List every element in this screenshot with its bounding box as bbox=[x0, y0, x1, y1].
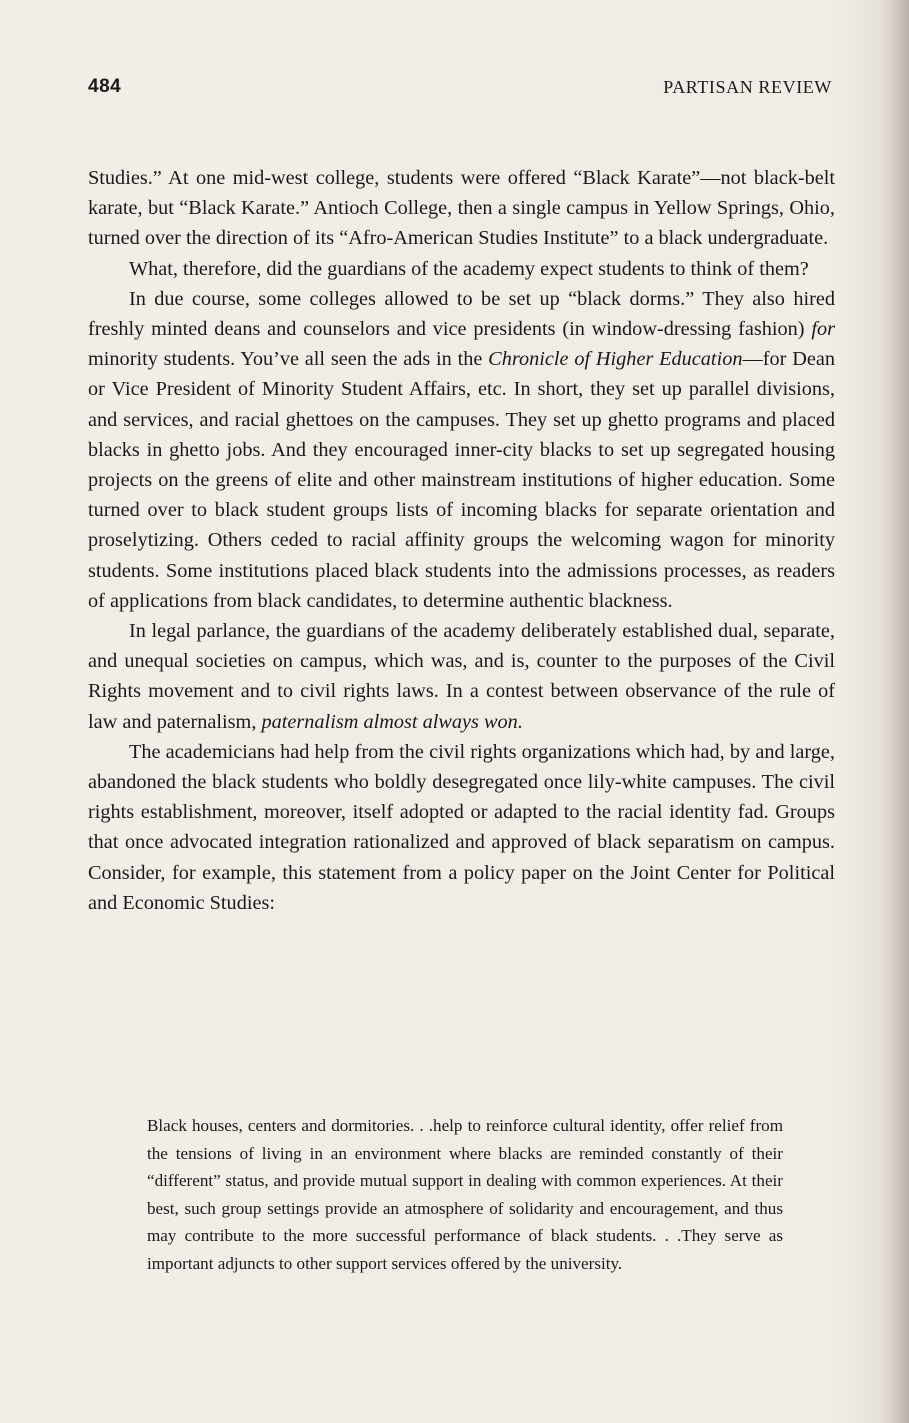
paragraph-4 bbox=[88, 616, 835, 737]
journal-title: Chronicle of Higher Education bbox=[488, 348, 743, 371]
paragraph-3-text-b: minority students. You’ve all seen the ads in the bbox=[88, 348, 489, 371]
paragraph-2 bbox=[88, 254, 835, 284]
block-quote-text: Black houses, centers and dormitories. . .help to reinforce cultural identity, offer relief from the tensions of living in an environment where blacks are reminded constantly of their “different” status, and provide mutual support in dealing with common experiences. At their best, such group settings provide an atmosphere of solidarity and encouragement, and thus may contribute to the more successful performance of black students. . .They serve as important adjuncts to other support services offered by the university. bbox=[147, 1116, 783, 1273]
paragraph-3-text-a: In due course, some colleges allowed to be set up “black dorms.” They also hired freshly minted deans and counselors and vice presidents (in window-dressing fashion) bbox=[88, 287, 835, 341]
running-head: PARTISAN REVIEW bbox=[663, 77, 832, 97]
paragraph-5 bbox=[88, 737, 835, 918]
paragraph-3-text-c: —for Dean or Vice President of Minority Student Affairs, etc. In short, they set up parallel divisions, and services, and racial ghettoes on the campuses. They set up ghetto programs and placed blacks in ghetto jobs. And they encouraged inner-city blacks to set up segregated housing projects on the greens of elite and other mainstream institutions of higher education. Some turned over to black student groups lists of incoming blacks for separate orientation and proselytizing. Others ceded to racial affinity groups the welcoming wagon for minority students. Some institutions placed black students into the admissions processes, as readers of applications from black candidates, to determine authentic blackness. bbox=[88, 348, 835, 612]
page-header bbox=[88, 76, 832, 104]
paragraph-3-emphasis-for: for bbox=[811, 318, 835, 341]
page-number: 484 bbox=[88, 76, 122, 97]
block-quote bbox=[147, 1112, 783, 1278]
paragraph-1-text: Studies.” At one mid-west college, students were offered “Black Karate”—not black-belt karate, but “Black Karate.” Antioch College, then a single campus in Yellow Springs, Ohio, turned over the direction of its “Afro-American Studies Institute” to a black undergraduate. bbox=[88, 167, 835, 250]
paragraph-1 bbox=[88, 163, 835, 254]
paragraph-4-emphasis: paternalism almost always won. bbox=[261, 710, 523, 733]
paragraph-5-text: The academicians had help from the civil rights organizations which had, by and large, abandoned the black students who boldly desegregated once lily-white campuses. The civil rights establishment, moreover, itself adopted or adapted to the racial identity fad. Groups that once advocated integration rationalized and approved of black separatism on campus. Consider, for example, this statement from a policy paper on the Joint Center for Political and Economic Studies: bbox=[88, 740, 835, 914]
paragraph-3 bbox=[88, 284, 835, 616]
body-text bbox=[88, 163, 835, 918]
paragraph-2-text: What, therefore, did the guardians of the academy expect students to think of them? bbox=[129, 257, 809, 280]
paragraph-4-text: In legal parlance, the guardians of the academy deliberately established dual, separate, and unequal societies on campus, which was, and is, counter to the purposes of the Civil Rights movement and to civil rights laws. In a contest between observance of the rule of law and paternalism, bbox=[88, 620, 835, 733]
